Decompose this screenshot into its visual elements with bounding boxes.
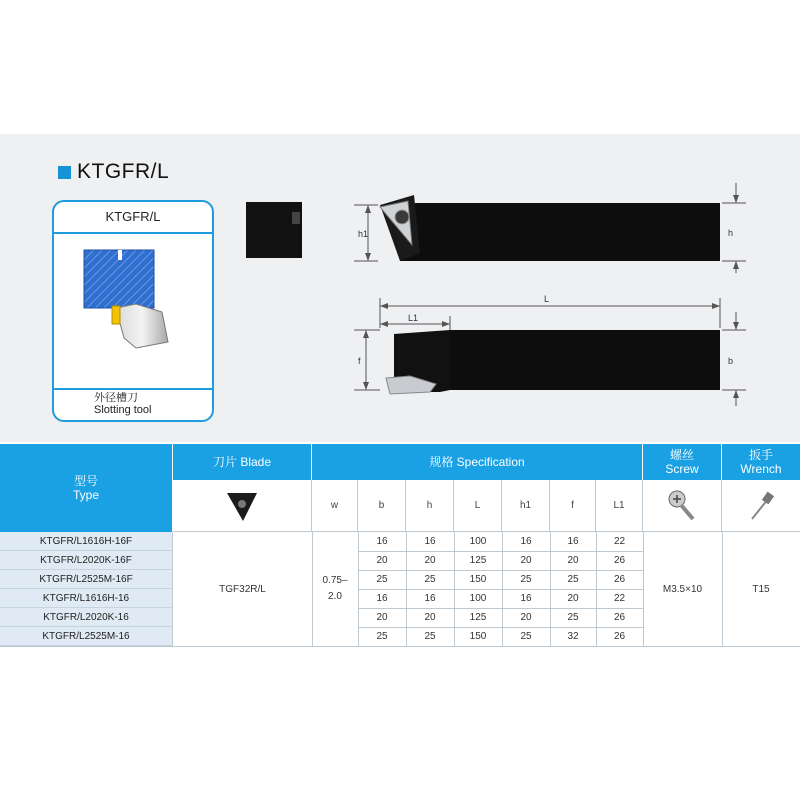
col-h: h: [406, 480, 454, 532]
cell-L: 125: [469, 555, 487, 566]
cell-L: 150: [469, 574, 487, 585]
cell-f: 25: [567, 612, 579, 623]
cell-h1: 25: [520, 574, 532, 585]
w-value: [312, 532, 358, 646]
cell-h: 20: [424, 612, 436, 623]
cell-L: 100: [469, 593, 487, 604]
col-L: L: [454, 480, 502, 532]
table-row-type: KTGFR/L2020K-16F: [0, 551, 172, 570]
cell-f: 16: [567, 536, 579, 547]
cell-h1: 25: [520, 631, 532, 642]
product-title-text: KTGFR/L: [77, 160, 170, 183]
col-w: w: [312, 480, 358, 532]
blade-value: TGF32R/L: [219, 583, 266, 595]
cell-L1: 26: [613, 612, 626, 623]
table-row-type: KTGFR/L1616H-16F: [0, 532, 172, 551]
tool-top-view: [350, 175, 750, 275]
cell-b: 25: [376, 574, 388, 585]
cell-h1: 16: [520, 536, 532, 547]
header-type-cn: 型号: [73, 474, 98, 488]
cell-L: 100: [469, 536, 487, 547]
tool-side-view: [350, 290, 750, 410]
application-card: [52, 200, 214, 422]
cell-h: 25: [424, 631, 436, 642]
insert-blade-icon: [223, 487, 261, 525]
screw-value: M3.5×10: [662, 583, 703, 595]
grid-line: [358, 551, 643, 552]
cell-f: 20: [567, 555, 579, 566]
screw-icon-cell: [643, 480, 722, 532]
product-title: [58, 160, 169, 184]
dim-h1: h1: [358, 229, 369, 239]
cell-L1: 22: [613, 536, 626, 547]
card-caption: [54, 388, 212, 420]
col-L1: L1: [596, 480, 643, 532]
cell-L1: 26: [613, 631, 626, 642]
col-h1: h1: [502, 480, 550, 532]
cell-L: 150: [469, 631, 487, 642]
grid-line: [722, 532, 723, 646]
cell-f: 32: [567, 631, 579, 642]
cell-L1: 26: [613, 555, 626, 566]
wrench-icon: [746, 489, 776, 523]
header-type-en: Type: [72, 488, 99, 502]
dim-h: h: [728, 228, 734, 238]
w-value-line1: 0.75–: [322, 575, 348, 586]
title-square-icon: [58, 166, 71, 179]
header-wrench-en: Wrench: [740, 462, 782, 476]
header-screw-cn: 螺丝: [669, 448, 694, 462]
header-type: [0, 444, 172, 532]
cell-h: 16: [424, 536, 436, 547]
grid-line: [0, 646, 800, 647]
cell-L1: 26: [613, 574, 626, 585]
caption-en: Slotting tool: [94, 404, 152, 416]
grid-line: [312, 532, 313, 646]
cell-L1: 22: [613, 593, 626, 604]
slotting-illustration: [76, 242, 196, 352]
cell-b: 20: [376, 555, 388, 566]
cell-h1: 20: [520, 555, 532, 566]
cell-h1: 20: [520, 612, 532, 623]
dim-b: b: [728, 356, 734, 366]
spec-table: [0, 444, 800, 658]
grid-line: [358, 570, 643, 571]
header-wrench: [722, 444, 800, 480]
cell-L: 125: [469, 612, 487, 623]
table-row-type: KTGFR/L2525M-16F: [0, 570, 172, 589]
header-screw-en: Screw: [665, 462, 699, 476]
cell-f: 25: [567, 574, 579, 585]
cell-f: 20: [567, 593, 579, 604]
dim-f: f: [358, 356, 361, 366]
wrench-value: T15: [752, 583, 770, 595]
cell-b: 25: [376, 631, 388, 642]
w-value-line2: 2.0: [328, 591, 342, 602]
header-specification: 规格 Specification: [312, 444, 642, 480]
cell-h: 20: [424, 555, 436, 566]
header-screw: [643, 444, 721, 480]
grid-line: [358, 589, 643, 590]
tool-end-view: [246, 202, 304, 258]
table-row-type: KTGFR/L2525M-16: [0, 627, 172, 646]
cell-b: 16: [376, 593, 388, 604]
header-wrench-cn: 扳手: [748, 448, 773, 462]
table-row-type: KTGFR/L1616H-16: [0, 589, 172, 608]
wrench-icon-cell: [722, 480, 800, 532]
dim-L: L: [544, 294, 550, 304]
card-title: KTGFR/L: [54, 202, 212, 234]
table-row-type: KTGFR/L2020K-16: [0, 608, 172, 627]
col-b: b: [358, 480, 406, 532]
col-f: f: [550, 480, 596, 532]
blade-icon-cell: [173, 480, 312, 532]
cell-h: 16: [424, 593, 436, 604]
cell-h: 25: [424, 574, 436, 585]
cell-h1: 16: [520, 593, 532, 604]
dim-L1: L1: [408, 313, 419, 323]
grid-line: [358, 608, 643, 609]
cell-b: 16: [376, 536, 388, 547]
screw-icon: [667, 489, 697, 523]
header-blade: 刀片 Blade: [173, 444, 311, 480]
grid-line: [643, 532, 644, 646]
caption-cn: 外径槽刀: [94, 392, 138, 404]
grid-line: [172, 532, 173, 646]
grid-line: [358, 627, 643, 628]
cell-b: 20: [376, 612, 388, 623]
